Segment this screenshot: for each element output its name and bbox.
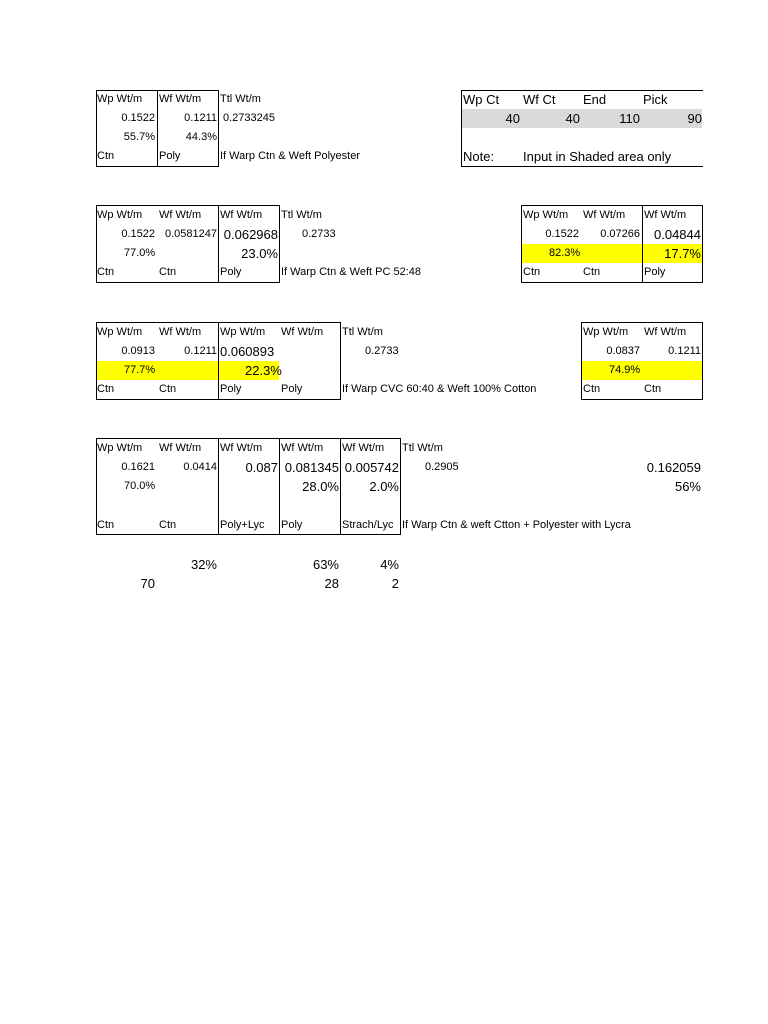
highlight-row — [582, 361, 702, 380]
input-end[interactable]: 110 — [619, 111, 640, 126]
fiber-label: Ctn — [644, 383, 662, 395]
cell-wf-wt-poly[interactable]: 0.081345 — [284, 460, 339, 475]
header-wf-wt: Wf Wt/m — [342, 442, 385, 454]
cell-right-value[interactable]: 0.162059 — [646, 460, 701, 475]
fiber-label: Ctn — [97, 519, 115, 531]
fiber-label: Ctn — [583, 266, 601, 278]
note-label: Note: — [463, 149, 495, 164]
header-ttl-wt: Ttl Wt/m — [342, 326, 383, 338]
cell-pct-cotton[interactable]: 82.3% — [549, 247, 581, 259]
cell-wp-wt[interactable]: 0.1522 — [545, 228, 579, 240]
cell-wp-wt[interactable]: 0.1522 — [121, 228, 155, 240]
summary-pct[interactable]: 4% — [380, 557, 399, 572]
summary-pct[interactable]: 32% — [190, 557, 217, 572]
note-text: Input in Shaded area only — [523, 149, 672, 164]
header-wp-wt: Wp Wt/m — [220, 326, 266, 338]
header-wf-wt: Wf Wt/m — [281, 442, 324, 454]
cell-wf-wt[interactable]: 0.1211 — [668, 345, 701, 357]
fiber-label: Ctn — [97, 150, 115, 162]
fiber-label: Ctn — [159, 519, 177, 531]
cell-pct-cotton[interactable]: 70.0% — [124, 480, 156, 492]
cell-pct-poly[interactable]: 23.0% — [241, 246, 278, 261]
header-ttl-wt: Ttl Wt/m — [220, 93, 261, 105]
header-ttl-wt: Ttl Wt/m — [281, 209, 322, 221]
cell-wp-wt[interactable]: 0.1621 — [121, 461, 155, 473]
block2-note: If Warp Ctn & Weft PC 52:48 — [281, 266, 421, 278]
header-wf-wt: Wf Wt/m — [281, 326, 324, 338]
header-wf-wt: Wf Wt/m — [159, 326, 202, 338]
fiber-label: Poly — [220, 383, 242, 395]
header-wf-wt: Wf Wt/m — [159, 442, 202, 454]
fiber-label: Poly — [644, 266, 666, 278]
header-wp-ct: Wp Ct — [463, 92, 500, 107]
fiber-label: Poly — [281, 519, 303, 531]
header-wf-wt: Wf Wt/m — [159, 93, 202, 105]
header-wf-wt: Wf Wt/m — [220, 442, 263, 454]
cell-pct-cotton[interactable]: 77.0% — [124, 247, 156, 259]
header-wf-wt: Wf Wt/m — [220, 209, 263, 221]
fiber-label: Poly — [281, 383, 303, 395]
header-end: End — [583, 92, 607, 107]
input-wf-ct[interactable]: 40 — [565, 111, 580, 126]
cell-wf-wt-polylyc[interactable]: 0.087 — [245, 460, 278, 475]
cell-wf-wt-lyc[interactable]: 0.005742 — [344, 460, 399, 475]
cell-wf-pct[interactable]: 44.3% — [185, 131, 217, 143]
fiber-label: Ctn — [97, 266, 115, 278]
summary-value[interactable]: 28 — [324, 576, 339, 591]
cell-wp-wt-poly[interactable]: 0.060893 — [220, 344, 275, 359]
cell-wf-wt-poly[interactable]: 0.062968 — [223, 227, 278, 242]
cell-wf-wt[interactable]: 0.1211 — [184, 112, 217, 124]
fiber-label: Ctn — [523, 266, 541, 278]
header-wp-wt: Wp Wt/m — [97, 326, 143, 338]
header-pick: Pick — [643, 92, 668, 107]
cell-right-pct[interactable]: 56% — [674, 479, 701, 494]
block3-note: If Warp CVC 60:40 & Weft 100% Cotton — [342, 383, 537, 395]
header-wp-wt: Wp Wt/m — [97, 209, 143, 221]
cell-pct-poly[interactable]: 22.3% — [245, 363, 282, 378]
fiber-label: Poly+Lyc — [220, 519, 265, 531]
fiber-label: Poly — [220, 266, 242, 278]
cell-wf-wt[interactable]: 0.0581247 — [165, 228, 217, 240]
cell-wf-wt-poly[interactable]: 0.04844 — [654, 227, 701, 242]
header-wp-wt: Wp Wt/m — [97, 442, 143, 454]
block4-note: If Warp Ctn & weft Ctton + Polyester with Lycra — [402, 519, 631, 531]
fiber-label: Strach/Lyc — [342, 519, 394, 531]
fiber-label: Ctn — [583, 383, 601, 395]
cell-ttl-wt[interactable]: 0.2905 — [425, 461, 459, 473]
header-wp-wt: Wp Wt/m — [97, 93, 143, 105]
cell-wp-wt[interactable]: 0.1522 — [121, 112, 155, 124]
summary-value[interactable]: 2 — [391, 576, 399, 591]
block1-note: If Warp Ctn & Weft Polyester — [220, 150, 360, 162]
cell-wf-wt[interactable]: 0.0414 — [183, 461, 217, 473]
cell-wf-wt[interactable]: 0.1211 — [184, 345, 217, 357]
header-wf-wt: Wf Wt/m — [159, 209, 202, 221]
header-wf-wt: Wf Wt/m — [644, 326, 687, 338]
cell-ttl-wt[interactable]: 0.2733 — [365, 345, 399, 357]
input-wp-ct[interactable]: 40 — [505, 111, 520, 126]
fiber-label: Ctn — [97, 383, 115, 395]
cell-pct-poly[interactable]: 17.7% — [664, 246, 701, 261]
cell-pct-lyc[interactable]: 2.0% — [369, 479, 399, 494]
header-wp-wt: Wp Wt/m — [523, 209, 569, 221]
header-ttl-wt: Ttl Wt/m — [402, 442, 443, 454]
fiber-label: Ctn — [159, 266, 177, 278]
cell-wf-wt[interactable]: 0.07266 — [600, 228, 640, 240]
summary-value[interactable]: 70 — [140, 576, 155, 591]
highlight-cotton — [97, 361, 218, 380]
header-wf-wt: Wf Wt/m — [644, 209, 687, 221]
cell-wp-pct[interactable]: 55.7% — [123, 131, 155, 143]
cell-wp-wt[interactable]: 0.0913 — [121, 345, 155, 357]
cell-pct-poly[interactable]: 28.0% — [302, 479, 339, 494]
cell-wp-wt[interactable]: 0.0837 — [606, 345, 640, 357]
cell-pct[interactable]: 74.9% — [609, 364, 641, 376]
fiber-label: Poly — [159, 150, 181, 162]
input-pick[interactable]: 90 — [687, 111, 702, 126]
header-wf-ct: Wf Ct — [523, 92, 556, 107]
cell-ttl-wt[interactable]: 0.2733 — [302, 228, 336, 240]
cell-ttl-wt[interactable]: 0.2733245 — [223, 112, 275, 124]
cell-pct-cotton[interactable]: 77.7% — [124, 364, 156, 376]
fiber-label: Ctn — [159, 383, 177, 395]
summary-pct[interactable]: 63% — [312, 557, 339, 572]
header-wp-wt: Wp Wt/m — [583, 326, 629, 338]
header-wf-wt: Wf Wt/m — [583, 209, 626, 221]
